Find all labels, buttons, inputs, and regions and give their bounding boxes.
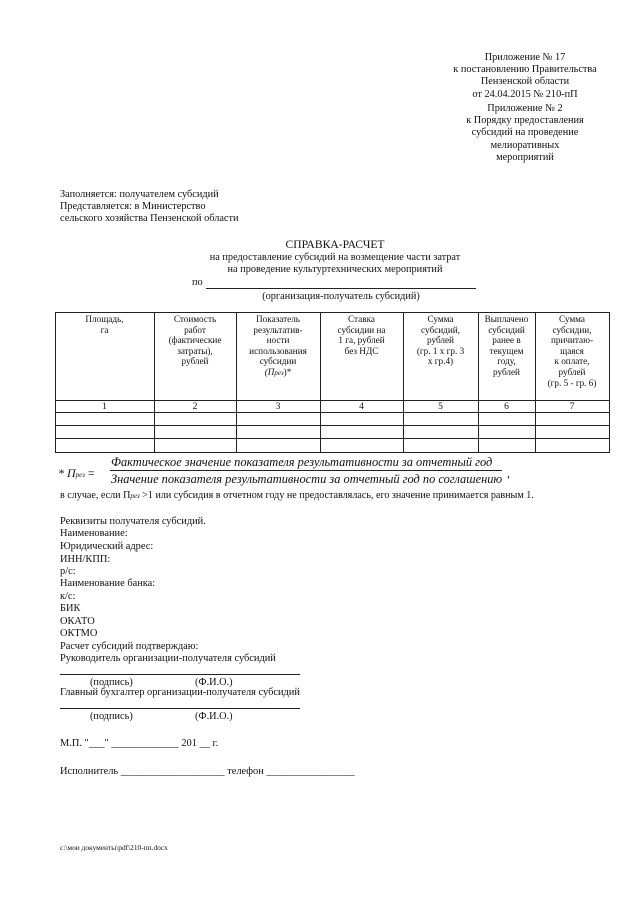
p-subscript: рез xyxy=(274,368,284,377)
table-header-amount-due: Сумма субсидии, причитаю- щаяся к оплате, рублей (гр. 5 - гр. 6) xyxy=(547,314,597,388)
table-column-number: 3 xyxy=(275,401,281,412)
formula-subscript: рез xyxy=(75,471,85,479)
appendix-2-block xyxy=(455,103,595,164)
table-header-rate: Ставка субсидии на 1 га, рублей без НДС xyxy=(337,314,386,356)
table-header-indicator-symbol xyxy=(236,367,320,379)
formula-denominator: Значение показателя результативности за отчетный год по соглашению xyxy=(111,472,503,486)
formula-comma: , xyxy=(507,466,510,480)
organization-caption: (организация-получатель субсидий) xyxy=(262,291,420,302)
correspondent-account-field[interactable]: к/с: xyxy=(60,591,76,602)
table-column-number: 2 xyxy=(192,401,198,412)
table-header-paid-earlier: Выплачено субсидий ранее в текущем году, рублей xyxy=(484,314,529,377)
requisites-heading: Реквизиты получателя субсидий. xyxy=(60,516,206,527)
table-border-right xyxy=(609,312,610,453)
executor-phone-line[interactable]: Исполнитель ____________________ телефон _________________ xyxy=(60,766,355,777)
settlement-account-field[interactable]: р/с: xyxy=(60,566,76,577)
document-subtitle-2: на проведение культуртехнических мероприятий xyxy=(227,264,443,275)
appendix-17-date: от 24.04.2015 № 210-пП xyxy=(472,88,578,100)
condition-before: в случае, если П xyxy=(60,490,131,501)
p-tail: )* xyxy=(283,366,292,377)
head-fio-caption: (Ф.И.О.) xyxy=(195,677,233,688)
presented-to-text-2: сельского хозяйства Пензенской области xyxy=(60,213,239,225)
table-column-number: 7 xyxy=(569,401,575,412)
document-subtitle-1: на предоставление субсидий на возмещение части затрат xyxy=(209,252,461,263)
file-path-footer: c:\мои документы\pdf\210-пп.docx xyxy=(60,843,168,852)
table-row-divider xyxy=(55,425,610,426)
formula-fraction-bar xyxy=(110,470,502,471)
bank-name-field[interactable]: Наименование банка: xyxy=(60,578,156,589)
appendix-17-line3: Пензенской области xyxy=(480,76,570,88)
table-border-top xyxy=(55,312,610,313)
recipient-name-field[interactable]: Наименование: xyxy=(60,528,128,539)
submission-info xyxy=(60,189,239,226)
appendix-2-title: Приложение № 2 xyxy=(487,103,563,114)
table-column-number: 1 xyxy=(102,401,107,412)
chief-accountant-label: Главный бухгалтер организации-получателя субсидий xyxy=(60,687,300,698)
table-border-bottom xyxy=(55,452,610,453)
formula-numerator: Фактическое значение показателя результативности за отчетный год xyxy=(111,455,493,469)
condition-text xyxy=(60,490,534,501)
table-header-indicator-text: Показатель результатив- ности использования субсидии xyxy=(249,314,307,367)
p-symbol: (П xyxy=(264,366,275,377)
table-column-number: 5 xyxy=(438,401,443,412)
condition-subscript: рез xyxy=(130,492,140,500)
confirmation-text: Расчет субсидий подтверждаю: xyxy=(60,641,199,652)
table-header-indicator xyxy=(236,314,320,379)
presented-to-text: Представляется: в Министерство xyxy=(60,201,206,213)
appendix-2-line2: к Порядку предоставления xyxy=(466,115,584,127)
appendix-17-block xyxy=(440,52,610,101)
legal-address-field[interactable]: Юридический адрес: xyxy=(60,541,154,552)
document-title: СПРАВКА-РАСЧЕТ xyxy=(285,238,385,251)
okato-field[interactable]: ОКАТО xyxy=(60,616,95,627)
head-of-organization-label: Руководитель организации-получателя субсидий xyxy=(60,653,276,664)
formula-prefix: * П xyxy=(58,466,76,480)
condition-after: >1 или субсидия в отчетном году не предоставлялась, его значение принимается равным 1. xyxy=(139,490,534,501)
table-column-number: 6 xyxy=(504,401,509,412)
accountant-signature-line[interactable] xyxy=(60,708,300,709)
appendix-2-line5: мероприятий xyxy=(496,151,554,163)
filled-by-text: Заполняется: получателем субсидий xyxy=(60,189,219,200)
po-label: по xyxy=(192,277,203,288)
appendix-17-line2: к постановлению Правительства xyxy=(453,64,597,76)
accountant-fio-caption: (Ф.И.О.) xyxy=(195,711,233,722)
oktmo-field[interactable]: ОКТМО xyxy=(60,628,98,639)
table-row-divider xyxy=(55,438,610,439)
appendix-2-line3: субсидий на проведение xyxy=(471,127,579,139)
appendix-17-title: Приложение № 17 xyxy=(484,52,566,63)
table-header-subsidy-sum: Сумма субсидий, рублей (гр. 1 х гр. 3 х гр.4) xyxy=(416,314,465,367)
formula-lhs xyxy=(58,466,95,481)
table-number-divider xyxy=(55,412,610,413)
inn-kpp-field[interactable]: ИНН/КПП: xyxy=(60,554,111,565)
formula-equals: = xyxy=(87,466,95,480)
calculation-table xyxy=(55,312,610,453)
table-header-area: Площадь, га xyxy=(85,314,124,335)
seal-date-line[interactable]: М.П. "___" _____________ 201 __ г. xyxy=(60,738,219,749)
organization-name-line[interactable] xyxy=(206,288,476,289)
accountant-signature-caption: (подпись) xyxy=(90,711,133,722)
head-signature-caption: (подпись) xyxy=(90,677,133,688)
bik-field[interactable]: БИК xyxy=(60,603,81,614)
head-signature-line[interactable] xyxy=(60,674,300,675)
appendix-2-line4: мелиоративных xyxy=(490,139,560,151)
table-header-cost: Стоимость работ (фактические затраты), рублей xyxy=(168,314,222,367)
table-column-number: 4 xyxy=(359,401,364,412)
